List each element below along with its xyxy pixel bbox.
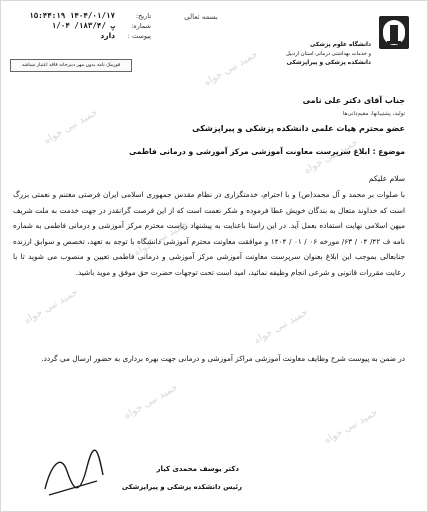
cc-line: تولید، پشتیبانها، مقیم‌دانی‌ها [342, 111, 405, 117]
date-value: ۱۴۰۴/۰۱/۱۷ ۱۵:۴۴:۱۹ [29, 11, 115, 20]
watermark: حمید نبی خواه [202, 48, 260, 89]
date-label: تاریخ: [135, 12, 151, 20]
university-logo-icon [373, 13, 415, 53]
watermark: حمید نبی خواه [252, 306, 310, 347]
attachment-label: پیوست : [127, 32, 151, 40]
signatory-title: رئیس دانشکده پزشکی و پیراپزشکی [121, 483, 242, 491]
greeting: سلام علیکم [368, 174, 405, 183]
watermark: حمید نبی خواه [322, 406, 380, 447]
validity-notice: فورمک نامه بدون مهر دبیرخانه فاقد اعتبار میباشد [10, 59, 132, 72]
meta-attachment-row [11, 31, 151, 41]
number-label: شماره: [131, 22, 151, 30]
university-name: دانشگاه علوم پزشکی [310, 42, 371, 48]
watermark: حمید نبی خواه [122, 381, 180, 422]
watermark: حمید نبی خواه [22, 286, 80, 327]
recipient-name: جناب آقای دکتر علی نامی [302, 96, 405, 105]
watermark: حمید نبی خواه [132, 218, 190, 259]
meta-number-row [11, 21, 151, 31]
recipient-block [25, 96, 405, 136]
letter-subject: موضوع : ابلاغ سرپرست معاونت آموزشی مرکز آموزشی و درمانی فاطمی [129, 147, 405, 156]
letter-meta [11, 11, 151, 41]
recipient-position: عضو محترم هیات علمی دانشکده پزشکی و پیراپزشکی [192, 124, 405, 133]
school-name: دانشکده پزشکی و پیراپزشکی [286, 60, 371, 66]
signature-scribble-icon [37, 445, 109, 505]
attachment-value: دارد [100, 31, 115, 40]
letterhead-text [263, 41, 371, 68]
watermark: حمید نبی خواه [42, 106, 100, 147]
bismillah-heading: بسمه تعالی [184, 13, 218, 21]
number-value: پ /۱۸۳/۴/ ۱/۰۴ [51, 21, 115, 30]
university-subtitle: و خدمات بهداشتی درمانی استان اردبیل [285, 51, 371, 57]
letter-body-attachment: در ضمن به پیوست شرح وظایف معاونت آموزشی مراکز آموزشی و درمانی جهت بهره برداری به حضور ارسال می گردد. [41, 354, 405, 363]
signatory-name: دکتر یوسف محمدی کیار [156, 465, 239, 473]
letter-body: با صلوات بر محمد و آل محمد(ص) و با احترام، خدمتگزاری در نظام مقدس جمهوری اسلامی ایران فرصتی مغتنم و نعمتی بزرگ است که خداوند متعال به بندگان خویش عطا فرموده و شکر نعمت است که از این فرصت گرانقدر در جهت خدمت به ملت شریف میهن اسلامی نهایت استفاده بعمل آید. در این راستا باعنایت به پیشنهاد ریاست محترم مرکز آموزشی و درمانی فاطمی به شماره نامه ف ۴۲/ ۰۴ / ۶۳/ مورخه ۰۶ / ۰۱ / ۱۴۰۴ و موافقت معاونت محترم آموزشی دانشگاه با توجه به تعهد، تخصص و سوابق ارزنده جنابعالی بموجب این ابلاغ بعنوان سرپرست معاونت آموزشی مرکز آموزشی و درمانی فاطمی تعیین و منصوب می شوید تا با رعایت مقررات قانونی و شرعی انجام وظیفه نمائید، امید است تحت توجهات حضرت حق موفق و موید باشید. [13, 190, 405, 277]
watermark: حمید نبی خواه [302, 136, 360, 177]
meta-date-row [11, 11, 151, 21]
